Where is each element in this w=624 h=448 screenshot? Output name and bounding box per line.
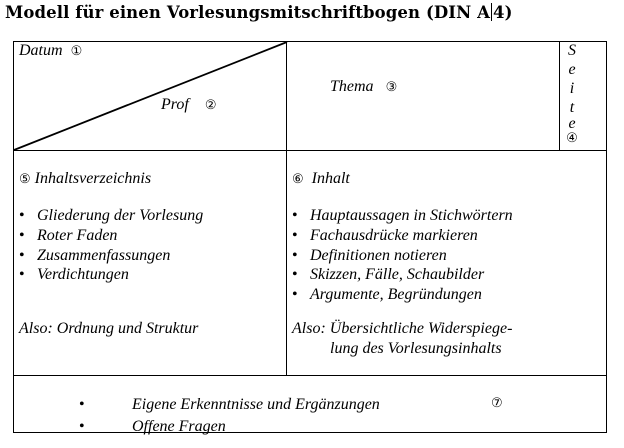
list-item: • Verdichtungen xyxy=(17,265,203,285)
seite-letter: i xyxy=(569,80,575,97)
list-item: • Gliederung der Vorlesung xyxy=(17,206,203,226)
footer-list xyxy=(77,395,380,438)
title-text-main: Modell für einen Vorlesungsmitschriftbogen (DIN A xyxy=(5,3,491,22)
right-column-list xyxy=(290,206,513,305)
seite-letter: e xyxy=(568,115,576,132)
left-column-heading: ⑤ Inhaltsverzeichnis xyxy=(19,170,152,187)
right-column-summary-line2: lung des Vorlesungsinhalts xyxy=(330,340,502,357)
right-column-summary-line1: Also: Übersichtliche Widerspiege- xyxy=(292,320,513,337)
left-column-summary: Also: Ordnung und Struktur xyxy=(19,320,199,337)
seite-number: ④ xyxy=(566,130,578,145)
list-item: • Offene Fragen xyxy=(77,415,380,438)
seite-letter: S xyxy=(568,42,576,59)
prof-label: Prof ② xyxy=(161,96,217,113)
datum-label: Datum ① xyxy=(19,42,83,59)
thema-label: Thema ③ xyxy=(330,78,398,95)
list-item: • Fachausdrücke markieren xyxy=(290,226,513,246)
thema-number: ③ xyxy=(385,79,398,94)
list-item: • Skizzen, Fälle, Schaubilder xyxy=(290,265,513,285)
prof-number: ② xyxy=(204,97,217,112)
list-item: • Hauptaussagen in Stichwörtern xyxy=(290,206,513,226)
right-column-number: ⑥ xyxy=(292,171,304,186)
list-item: • Roter Faden xyxy=(17,226,203,246)
list-item: • Eigene Erkenntnisse und Ergänzungen xyxy=(77,395,380,415)
left-column-number: ⑤ xyxy=(19,171,31,186)
left-column-list xyxy=(17,206,203,285)
list-item: • Zusammenfassungen xyxy=(17,246,203,266)
seite-letter: e xyxy=(568,61,576,78)
seite-vertical-label xyxy=(566,41,578,145)
footer-number: ⑦ xyxy=(491,396,503,411)
title-text-end: 4) xyxy=(493,3,513,22)
datum-number: ① xyxy=(70,43,83,58)
right-column-heading: ⑥ Inhalt xyxy=(292,170,350,187)
seite-letter: t xyxy=(569,99,575,116)
list-item: • Argumente, Begründungen xyxy=(290,285,513,305)
list-item: • Definitionen notieren xyxy=(290,246,513,266)
